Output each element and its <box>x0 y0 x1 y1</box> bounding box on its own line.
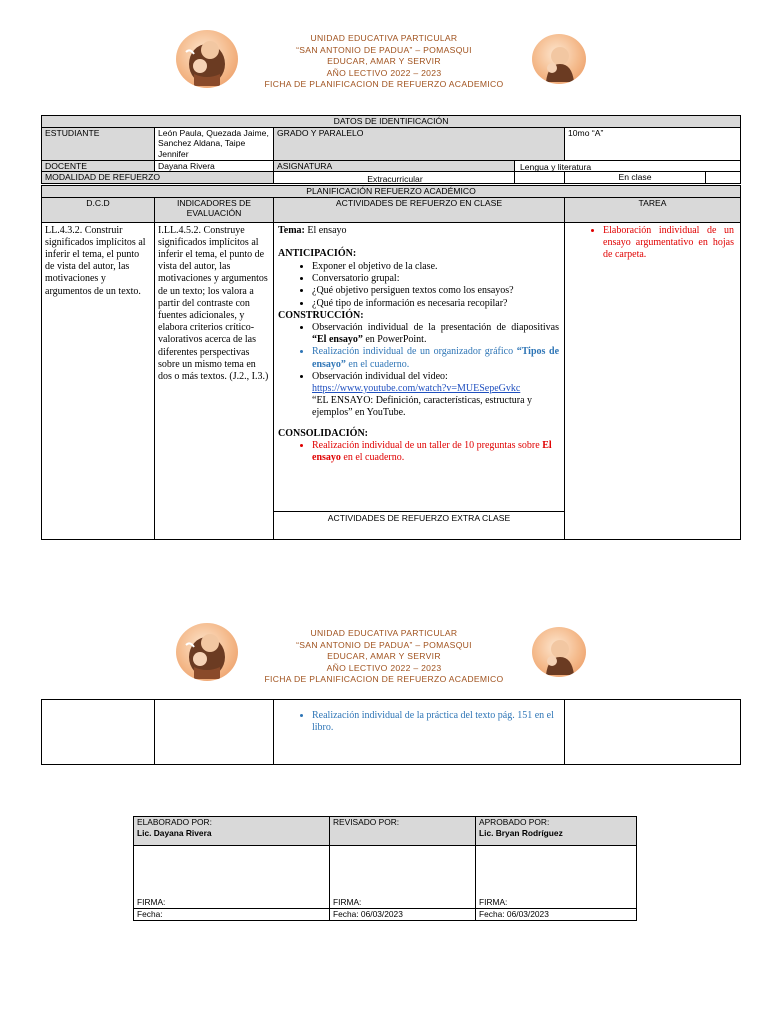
construccion-title: CONSTRUCCIÓN: <box>278 309 364 321</box>
tarea-cell <box>565 222 741 539</box>
modalidad-value: En clase <box>565 172 706 184</box>
construccion-list <box>278 322 559 420</box>
col-indicadores: INDICADORES DE EVALUACIÓN <box>155 197 274 222</box>
estudiante-value: León Paula, Quezada Jaime, Sanchez Aldana, Taipe Jennifer <box>155 127 274 160</box>
c2-post: en el cuaderno. <box>348 358 410 370</box>
firma-cell-2 <box>330 846 476 909</box>
indicador-text: I.LL.4.5.2. Construye significados implícitos al inferir el tema, el punto de vista del autor, las motivaciones y argumentos de un texto; los valora a partir del contraste con fuentes adicionales, y elabora criterios crítico-valorativos acerca de las diferentes perspectivas sobre un mismo tema en dos o más textos. (J.2., I.3.) <box>155 222 274 539</box>
header-form-title: FICHA DE PLANIFICACION DE REFUERZO ACADEMICO <box>264 79 504 90</box>
modalidad-label: MODALIDAD DE REFUERZO <box>42 172 274 184</box>
continuation-table <box>41 699 741 765</box>
elaborado-name: Lic. Dayana Rivera <box>137 828 212 838</box>
fecha-cell-1: Fecha: <box>134 909 330 921</box>
aprobado-name: Lic. Bryan Rodríguez <box>479 828 563 838</box>
cont-blank-1 <box>42 700 155 765</box>
asignatura-value-2: Lengua y literatura <box>520 162 592 172</box>
list-item: • ¿Qué tipo de información es necesaria recopilar? <box>312 298 559 310</box>
list-item <box>312 322 559 346</box>
estudiante-label: ESTUDIANTE <box>42 127 155 160</box>
fecha-cell-2: Fecha: 06/03/2023 <box>330 909 476 921</box>
header-year: AÑO LECTIVO 2022 – 2023 <box>326 662 442 673</box>
modalidad-blank-2 <box>706 172 741 184</box>
signature-table <box>133 816 637 921</box>
extra-activities-cell <box>274 700 565 765</box>
page2-header <box>0 628 768 686</box>
consolidacion-title: CONSOLIDACIÓN: <box>278 427 369 439</box>
list-item <box>312 371 559 420</box>
c1-bold: “El ensayo” <box>312 334 363 346</box>
page1-header <box>0 33 768 91</box>
actividades-cell <box>274 222 565 539</box>
col-tarea: TAREA <box>565 197 741 222</box>
anticipacion-title: ANTICIPACIÓN: <box>278 247 357 259</box>
modalidad-blank <box>515 172 565 184</box>
consolidacion-list <box>278 440 559 464</box>
cont-blank-2 <box>155 700 274 765</box>
header-motto: EDUCAR, AMAR Y SERVIR <box>327 651 441 662</box>
extra-clase-title <box>274 511 564 539</box>
c3-text: Observación individual del video: <box>312 370 448 382</box>
ident-title: DATOS DE IDENTIFICACIÓN <box>42 116 741 128</box>
cont-blank-3 <box>565 700 741 765</box>
list-item <box>312 346 559 370</box>
tarea-list <box>569 225 734 262</box>
extra-clase-label: ACTIVIDADES DE REFUERZO EXTRA CLASE <box>327 512 511 523</box>
anticipacion-list <box>278 261 559 310</box>
header-year: AÑO LECTIVO 2022 – 2023 <box>326 67 442 78</box>
c1-text: Observación individual de la presentación de diapositivas <box>312 322 559 334</box>
planning-table <box>41 185 741 540</box>
co1-post: en el cuaderno. <box>343 452 405 464</box>
list-item <box>312 440 559 464</box>
c3-post: “EL ENSAYO: Definición, características, estructura y ejemplos” en YouTube. <box>312 395 533 419</box>
list-item: • Conversatorio grupal: <box>312 273 559 285</box>
aprobado-label: APROBADO POR: <box>479 817 550 827</box>
firma-cell-3 <box>476 846 637 909</box>
c2-bold: “Tipos de ensayo” <box>312 346 560 370</box>
firma-cell-1 <box>134 846 330 909</box>
revisado-label: REVISADO POR: <box>330 817 476 846</box>
docente-label: DOCENTE <box>42 160 155 172</box>
tema-value: El ensayo <box>307 224 347 236</box>
extra-list <box>278 710 559 734</box>
c1-post: en PowerPoint. <box>365 334 427 346</box>
list-item: • Exponer el objetivo de la clase. <box>312 261 559 273</box>
video-link[interactable]: https://www.youtube.com/watch?v=MUESepeGvkc <box>312 383 521 395</box>
plan-title: PLANIFICACIÓN REFUERZO ACADÉMICO <box>42 186 741 198</box>
list-item: • Realización individual de la práctica del texto pág. 151 en el libro. <box>312 710 559 734</box>
tema-line <box>278 225 559 237</box>
fecha-cell-3: Fecha: 06/03/2023 <box>476 909 637 921</box>
firma-label: FIRMA: <box>333 897 362 907</box>
header-school: UNIDAD EDUCATIVA PARTICULAR <box>310 628 458 638</box>
co1-bold: El ensayo <box>312 439 552 464</box>
grado-label: GRADO Y PARALELO <box>274 127 565 160</box>
grado-value: 10mo “A” <box>565 127 741 160</box>
tema-label: Tema: <box>278 224 305 236</box>
c2-text: Realización individual de un organizador gráfico <box>312 346 514 358</box>
aprobado-header <box>476 817 637 846</box>
list-item: • Elaboración individual de un ensayo argumentativo en hojas de carpeta. <box>603 225 734 262</box>
asignatura-label: ASIGNATURA <box>274 160 515 172</box>
header-school-name: “SAN ANTONIO DE PADUA” – POMASQUI <box>296 639 472 650</box>
docente-value: Dayana Rivera <box>155 160 274 172</box>
co1-text: Realización individual de un taller de 10 preguntas sobre <box>312 439 540 451</box>
elaborado-header <box>134 817 330 846</box>
dcd-text: LL.4.3.2. Construir significados implícitos al inferir el tema, el punto de vista del autor, las motivaciones y argumentos de un texto. <box>42 222 155 539</box>
header-form-title: FICHA DE PLANIFICACION DE REFUERZO ACADEMICO <box>264 674 504 685</box>
list-item: • ¿Qué objetivo persiguen textos como los ensayos? <box>312 285 559 297</box>
header-school: UNIDAD EDUCATIVA PARTICULAR <box>310 33 458 43</box>
header-motto: EDUCAR, AMAR Y SERVIR <box>327 56 441 67</box>
asignatura-value-1: Extracurricular <box>367 174 423 184</box>
firma-label: FIRMA: <box>137 897 166 907</box>
col-actividades: ACTIVIDADES DE REFUERZO EN CLASE <box>274 197 565 222</box>
col-dcd: D.C.D <box>42 197 155 222</box>
firma-label: FIRMA: <box>479 897 508 907</box>
header-school-name: “SAN ANTONIO DE PADUA” – POMASQUI <box>296 44 472 55</box>
elaborado-label: ELABORADO POR: <box>137 817 212 827</box>
